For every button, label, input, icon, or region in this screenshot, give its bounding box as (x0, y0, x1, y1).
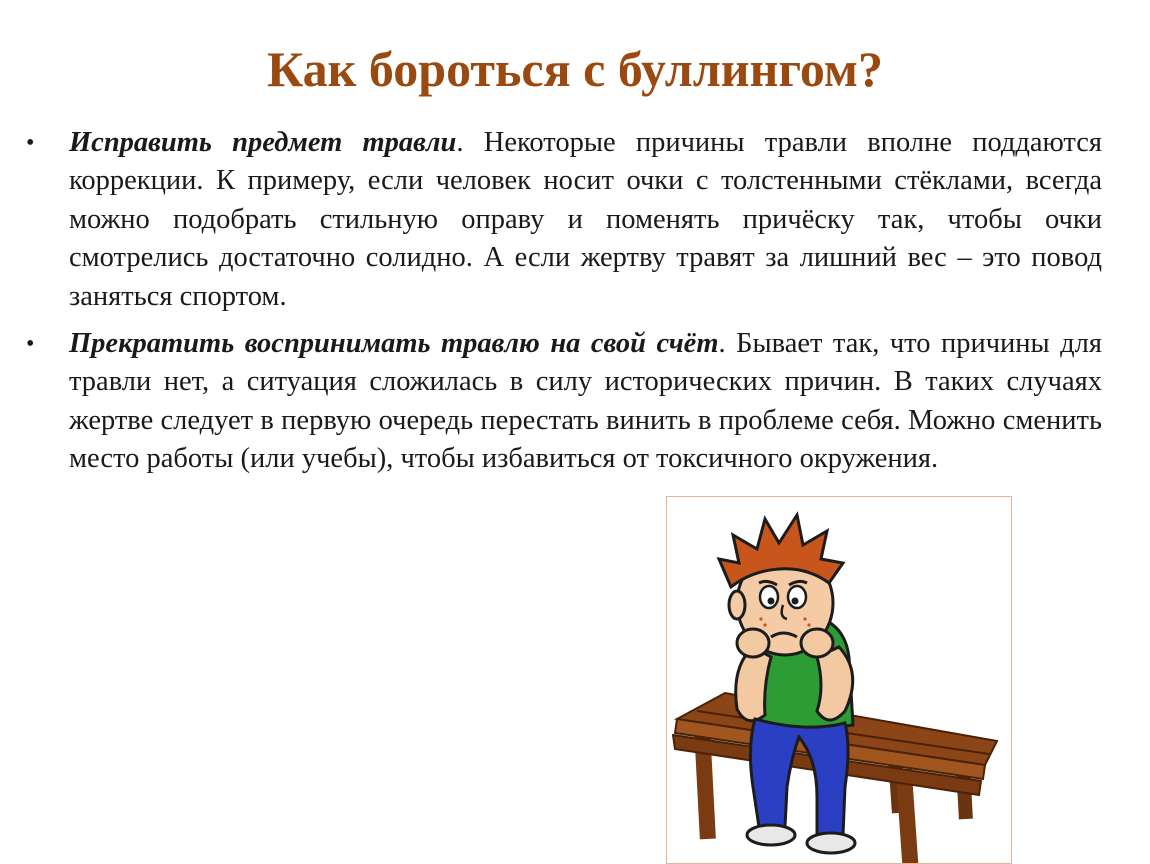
bullet-item (26, 325, 1102, 479)
slide-title: Как бороться с буллингом? (267, 41, 883, 97)
bullet-lead: Прекратить воспринимать травлю на свой счёт (69, 328, 719, 360)
bullet-item (26, 124, 1102, 316)
bullet-dot-icon: • (26, 130, 35, 156)
bullet-text: . Некоторые причины травли вполне поддаются коррекции. К примеру, если человек носит очки с толстенными стёклами, всегда можно подобрать стильную оправу и поменять причёску так, чтобы очки смотрелись достаточно солидно. А если жертву травят за лишний вес – это повод заняться спортом. (69, 127, 1102, 312)
bullet-list (26, 124, 1102, 488)
bullet-lead: Исправить предмет травли (69, 127, 457, 158)
illustration-frame (666, 496, 1012, 864)
bullet-dot-icon: • (26, 331, 35, 358)
sad-boy-on-bench-icon (667, 497, 1012, 864)
bullet-text: . Бывает так, что причины для травли нет, а ситуация сложилась в силу исторических причин. В таких случаях жертве следует в первую очередь перестать винить в проблеме себя. Можно сменить место работы (или учебы), чтобы избавиться от токсичного окружения. (69, 328, 1102, 475)
